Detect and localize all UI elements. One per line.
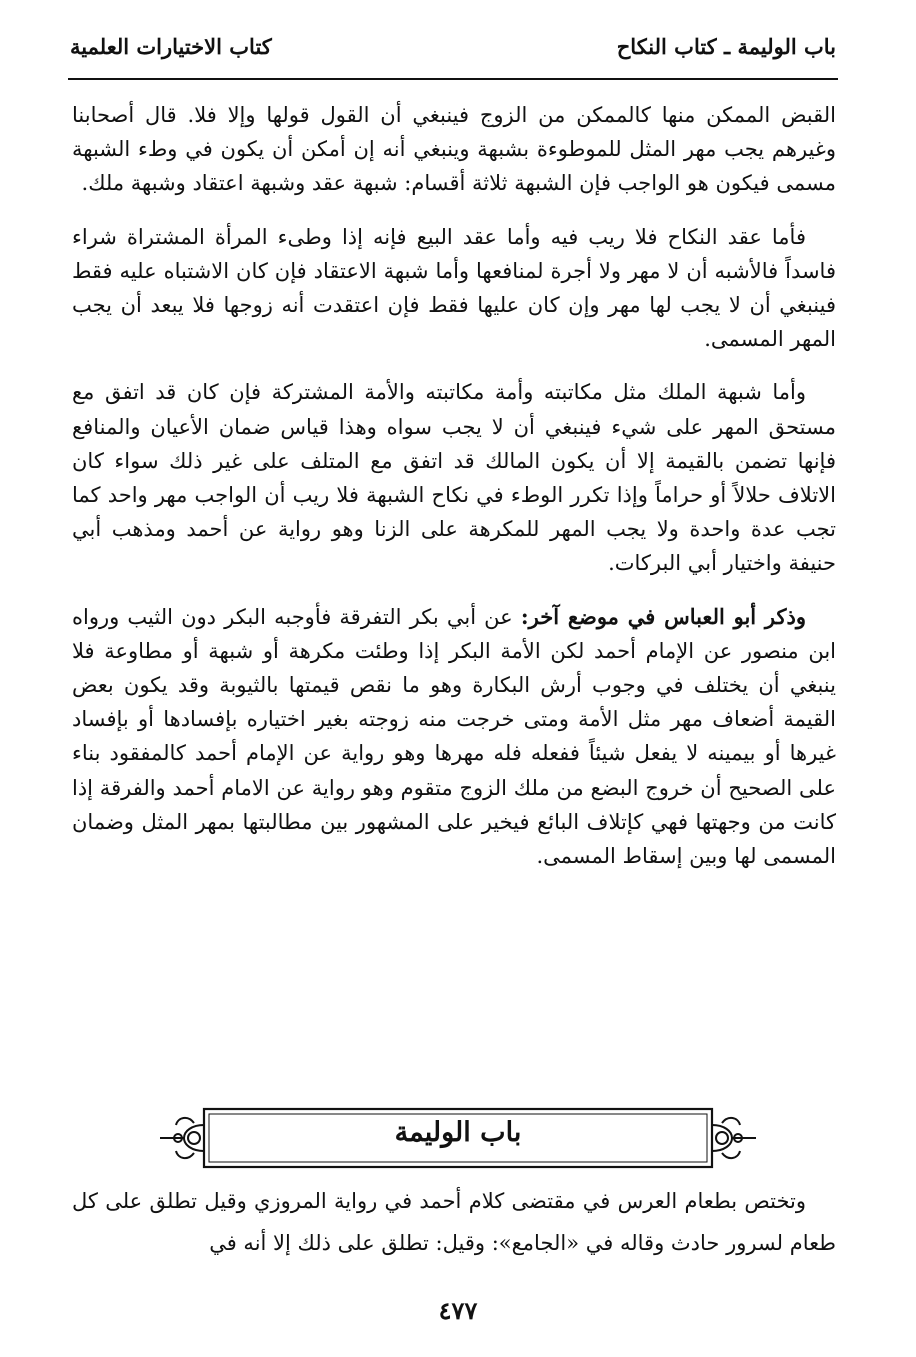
section-title: باب الوليمة [394, 1117, 522, 1148]
closing-paragraph: وتختص بطعام العرس في مقتضى كلام أحمد في رواية المروزي وقيل تطلق على كل طعام لسرور حادث وقاله في «الجامع»: وقيل: تطلق على ذلك إلا أنه في [72, 1189, 836, 1255]
paragraph-4-text: عن أبي بكر التفرقة فأوجبه البكر دون الثيب ورواه ابن منصور عن الإمام أحمد لكن الأمة البكر إذا وطئت مكرهة أو شبهة أو مطاوعة فلا ينبغي أن يختلف في وجوب أرش البكارة وهو ما نقص قيمتها بالثيوبة وقد يكون بعض القيمة أضعاف مهر مثل الأمة ومتى خرجت منه زوجته بغير اختياره بإفسادها أو بإفساد غيرها أو بيمينه لا يفعل شيئاً ففعله فله مهرها وهو رواية عن الإمام أحمد كالمفقود بناء على الصحيح أن خروج البضع من ملك الزوج متقوم وهو رواية عن الامام أحمد والفرقة إذا كانت من وجهتها فهي كإتلاف البائع فيخير على المشهور بين مطالبتها بمهر المثل وضمان المسمى لها وبين إسقاط المسمى. [72, 604, 836, 869]
main-text [72, 98, 836, 873]
closing-text [72, 1180, 836, 1264]
running-header [70, 30, 836, 70]
section-title-frame [154, 1105, 762, 1171]
paragraph-1: القبض الممكن منها كالممكن من الزوج فينبغي أن القول قولها وإلا فلا. قال أصحابنا وغيرهم يجب مهر المثل للموطوءة بشبهة وينبغي أنه إن أمكن أن يكون في وطء الشبهة مسمى فيكون هو الواجب فإن الشبهة ثلاثة أقسام: شبهة عقد وشبهة اعتقاد وشبهة ملك. [72, 103, 836, 196]
paragraph-2: فأما عقد النكاح فلا ريب فيه وأما عقد البيع فإنه إذا وطىء المرأة المشتراة شراء فاسداً فالأشبه أن لا مهر ولا أجرة لمنافعها وأما شبهة الاعتقاد فإن كان الاشتباه عليه فقط فينبغي أن لا يجب لها مهر وإن كان عليها فقط فإن اعتقدت أنه زوجها فلا يبعد أن يجب المهر المسمى. [72, 224, 836, 352]
header-chapter-title: باب الوليمة ـ كتاب النكاح [616, 34, 836, 59]
paragraph-4-lead: وذكر أبو العباس في موضع آخر: [520, 603, 806, 629]
paragraph-4 [72, 600, 836, 874]
header-rule [68, 78, 838, 80]
header-book-title: كتاب الاختيارات العلمية [70, 34, 272, 59]
paragraph-3: وأما شبهة الملك مثل مكاتبته وأمة مكاتبته والأمة المشتركة فإن كان قد اتفق مع مستحق المهر على شيء فينبغي أن لا يجب سواه وهذا قياس ضمان الأعيان والمنافع فإنها تضمن بالقيمة إلا أن يكون المالك قد اتفق مع المتلف على غير ذلك سواء كان الاتلاف حلالاً أو حراماً وإذا تكرر الوطء في نكاح الشبهة فلا ريب أن الواجب مهر واحد كما تجب عدة واحدة ولا يجب المهر للمكرهة على الزنا وهو رواية عن أحمد ومذهب أبي حنيفة واختيار أبي البركات. [72, 380, 836, 576]
page-number: ٤٧٧ [438, 1296, 478, 1325]
